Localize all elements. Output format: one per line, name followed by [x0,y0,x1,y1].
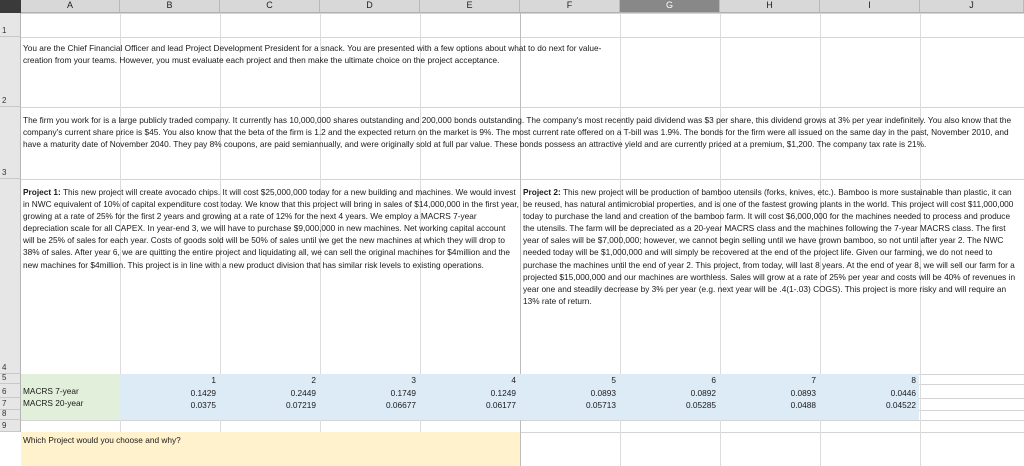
column-header-b[interactable]: B [120,0,220,13]
column-header-f[interactable]: F [520,0,620,13]
project1-body: This new project will create avocado chips. It will cost $25,000,000 today for a new building and machines. We would invest in NWC equivalent of 10% of capital expenditure cost today. We know that this project will bring in sales of $14,000,000 in the first year, growing at a rate of 25% for the first 2 years and growing at a rate of 12% for the next 4 years. We employ a MACRS 7-year depreciation scale for all CAPEX. In year-end 3, we will have to purchase $9,000,000 in new machines. Net working capital account will be 25% of sales for each year. Costs of goods sold will be 50% of sales until we get the new machines at which they will drop to 38% of sales. After year 6, we are quitting the entire project and liquidating all, we can sell the original machines for $4million and the new machines for $4million. This project is in line with a new product division that has similar risk levels to existing operations. [23,187,519,270]
macrs-value-cell[interactable]: 0.07219 [286,400,316,410]
firm-info-cell[interactable]: The firm you work for is a large publicly traded company. It currently has 10,000,000 shares outstanding and 200,000 bonds outstanding. The company's most recently paid dividend was $3 per share, this dividend grows at 3% per year indefinitely. You also know that the company's current share price is $45. You also know that the beta of the firm is 1.2 and the expected return on the market is 9%. The most current rate offered on a T-bill was 1.9%. The bonds for the firm were all issued on the same day in the past, November 2010, and have a maturity date of November 2040. They pay 8% coupons, are paid semiannually, and were originally sold at full par value. These bonds possess an attractive yield and are currently priced at a premium, $1,200. The company tax rate is 21%. [23,115,1012,150]
project1-title: Project 1: [23,187,61,197]
column-header-h[interactable]: H [720,0,820,13]
macrs-year-header[interactable]: 5 [611,375,616,385]
row-header-4[interactable]: 4 [0,179,21,374]
macrs-value-cell[interactable]: 0.1749 [390,388,416,398]
row-header-3[interactable]: 3 [0,107,21,179]
macrs-value-cell[interactable]: 0.04522 [886,400,916,410]
project1-cell[interactable] [23,186,519,271]
macrs-year-header[interactable]: 7 [811,375,816,385]
macrs-year-header[interactable]: 2 [311,375,316,385]
row-gridline [21,13,1024,14]
macrs-value-cell[interactable]: 0.1429 [190,388,216,398]
macrs-value-cell[interactable]: 0.0893 [590,388,616,398]
macrs-row-label[interactable]: MACRS 7-year [23,386,79,396]
macrs-row-label[interactable]: MACRS 20-year [23,398,84,408]
macrs-value-cell[interactable]: 0.2449 [290,388,316,398]
row-gridline [21,107,1024,108]
column-header-d[interactable]: D [320,0,420,13]
row-header-9[interactable]: 9 [0,420,21,432]
macrs-value-cell[interactable]: 0.05285 [686,400,716,410]
macrs-value-cell[interactable]: 0.0892 [690,388,716,398]
macrs-value-cell[interactable]: 0.0446 [890,388,916,398]
macrs-value-cell[interactable]: 0.0893 [790,388,816,398]
row-header-7[interactable]: 7 [0,398,21,410]
row-header-6[interactable]: 6 [0,384,21,398]
question-cell[interactable]: Which Project would you choose and why? [23,435,181,445]
macrs-value-cell[interactable]: 0.05713 [586,400,616,410]
macrs-value-cell[interactable]: 0.06677 [386,400,416,410]
column-header-j[interactable]: J [920,0,1024,13]
project2-cell[interactable] [523,186,1022,307]
project2-body: This new project will be production of bamboo utensils (forks, knives, etc.). Bamboo is more sustainable than plastic, it can be reused, has natural antimicrobial properties, and is one of the fastest growing plants in the world. This project will cost $11,000,000 today to purchase the land and creation of the bamboo farm. It will cost $6,000,000 for the machines needed to process and produce the utensils. The farm will be depreciated as a 20-year MACRS class and the machines following the 7-year MACRS class. The first year of sales will be $7,000,000; however, we cannot begin selling until we have grown bamboo, so not until after year 2. The NWC needed today will be $1,000,000 and will simply be recovered at the end of the project life. Given our farming, we do not need to purchase the machines until the end of year 2. This project, from today, will last 8 years. At the end of year 8, we will sell our farm for a projected $15,000,000 and our machines are worthless. Sales will grow at a rate of 25% per year and costs will be 40% of revenues in year one and steadily decrease by 3% per year (e.g. next year will be .4(1-.03) COGS). This project is more risky and will require an 13% rate of return. [523,187,1016,306]
macrs-value-cell[interactable]: 0.1249 [490,388,516,398]
column-header-a[interactable]: A [21,0,120,13]
macrs-year-header[interactable]: 3 [411,375,416,385]
macrs-value-cell[interactable]: 0.06177 [486,400,516,410]
macrs-label-fill [21,374,120,420]
macrs-value-cell[interactable]: 0.0375 [190,400,216,410]
macrs-value-cell[interactable]: 0.0488 [790,400,816,410]
row-gridline [21,179,1024,180]
column-header-e[interactable]: E [420,0,520,13]
column-header-i[interactable]: I [820,0,920,13]
macrs-year-header[interactable]: 8 [911,375,916,385]
row-gridline [21,420,1024,421]
select-all-corner[interactable] [0,0,21,13]
row-header-5[interactable]: 5 [0,374,21,384]
macrs-year-header[interactable]: 6 [711,375,716,385]
row-gridline [21,37,1024,38]
intro-text-cell[interactable]: You are the Chief Financial Officer and lead Project Development President for a snack. You are presented with a few options about what to do next for value-creation from your teams. However, you must evaluate each project and then make the ultimate choice on the project acceptance. [23,43,602,66]
row-header-1[interactable]: 1 [0,13,21,37]
row-header-8[interactable]: 8 [0,410,21,420]
row-header-2[interactable]: 2 [0,37,21,107]
macrs-year-header[interactable]: 1 [211,375,216,385]
column-header-g[interactable]: G [620,0,720,13]
macrs-year-header[interactable]: 4 [511,375,516,385]
project2-title: Project 2: [523,187,561,197]
column-header-c[interactable]: C [220,0,320,13]
